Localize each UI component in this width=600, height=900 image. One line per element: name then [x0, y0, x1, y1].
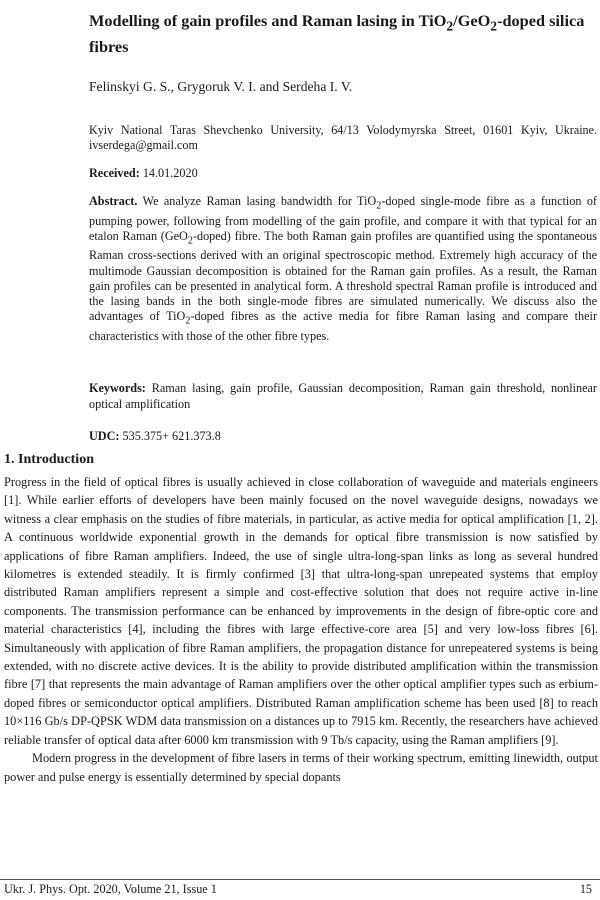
abstract-text: -doped) fibre. The both Raman gain profiles are quantified using the spontaneous Raman cross-sections derived with an original spectroscopic method. Extremely high accuracy of the multimode Gaussian decomposition is obtained for the Raman gain profiles. As a result, the Raman gain profiles can be presented in analytical form. A threshold spectral Raman profile is introduced and the lasing bands in the both single-mode fibres are simulated numerically. We discuss also the advantages of TiO: [89, 228, 597, 324]
keywords-label: Keywords:: [89, 381, 146, 395]
page-number: 15: [579, 882, 592, 896]
abstract-text: -doped fibres as the active media for fibre Raman lasing and compare their characteristics with those of the other fibre types.: [89, 309, 597, 343]
abstract-subscript: 2: [185, 315, 191, 327]
title-subscript: 2: [490, 18, 498, 34]
author-list: Felinskyi G. S., Grygoruk V. I. and Serdeha I. V.: [89, 79, 353, 94]
udc-value: 535.375+ 621.373.8: [119, 429, 221, 443]
udc-label: UDC:: [89, 429, 120, 443]
udc-code: [89, 429, 221, 444]
abstract-subscript: 2: [187, 235, 193, 247]
title-text-part: -doped silica fibres: [89, 11, 585, 57]
received-value: 14.01.2020: [139, 166, 198, 180]
paragraph: Progress in the field of optical fibres is usually achieved in close collaboration of waveguide and materials engineers [1]. While earlier efforts of developers have been mainly focused on the novel waveguide designs, nowadays we witness a clear emphasis on the studies of fibre materials, in particular, as active media for optical amplification [1, 2]. A continuous worldwide exponential growth in the demands for optical fibre transmission is now satisfied by applications of fibre Raman amplifiers. Indeed, the use of single ultra-long-span links as long as several hundred kilometres is extended steadily. It is firmly confirmed [3] that ultra-long-span unrepeated systems that employ distributed Raman amplifiers represent a simple and cost-effective solution that does not require active in-line components. The transmission performance can be enhanced by improvements in the design of fibre-optic core and material characteristics [4], including the fibres with large effective-core area [5] and very low-loss fibres [6]. Simultaneously with application of fibre Raman amplifiers, the propagation distance for unrepeatered systems is being extended, with no discrete active devices. It is the ability to provide distributed amplification within the transmission fibre [7] that represents the main advantage of Raman amplifiers over the other optical amplifier types such as erbium-doped fibres or semiconductor optical amplifiers. Distributed Raman amplification scheme has been used [8] to reach 10×116 Gb/s DP-QPSK WDM data transmission on a distances up to 7915 km. Recently, the researchers have achieved reliable transfer of optical data after 6000 km transmission with 9 Tb/s capacity, using the Raman amplifiers [9].: [4, 475, 598, 747]
title-text-part: /GeO: [453, 11, 491, 30]
journal-citation: Ukr. J. Phys. Opt. 2020, Volume 21, Issue 1: [4, 882, 217, 896]
title-text-part: Modelling of gain profiles and Raman lasing in TiO: [89, 11, 447, 30]
section-heading: 1. Introduction: [4, 452, 94, 467]
paragraph: Modern progress in the development of fibre lasers in terms of their working spectrum, emitting linewidth, output power and pulse energy is essentially determined by special dopants: [4, 751, 598, 784]
abstract-subscript: 2: [376, 200, 382, 212]
keywords: [89, 381, 597, 412]
abstract-text: We analyze Raman lasing bandwidth for TiO: [137, 194, 377, 208]
abstract-text: -doped single-mode fibre as a function of pumping power, following from modelling of the gain profile, and compare it with that typical for an etalon Raman (GeO: [89, 194, 597, 243]
abstract-label: Abstract.: [89, 194, 138, 208]
affiliation: Kyiv National Taras Shevchenko University, 64/13 Volodymyrska Street, 01601 Kyiv, Ukraine. ivserdega@gmail.com: [89, 123, 597, 152]
footer-divider: [0, 879, 600, 880]
received-date: [89, 166, 198, 181]
title-subscript: 2: [446, 18, 454, 34]
paper-title: [89, 10, 594, 57]
received-label: Received:: [89, 166, 140, 180]
abstract: [89, 194, 597, 344]
keywords-value: Raman lasing, gain profile, Gaussian decomposition, Raman gain threshold, nonlinear optical amplification: [89, 381, 597, 411]
body-text: [4, 473, 598, 786]
